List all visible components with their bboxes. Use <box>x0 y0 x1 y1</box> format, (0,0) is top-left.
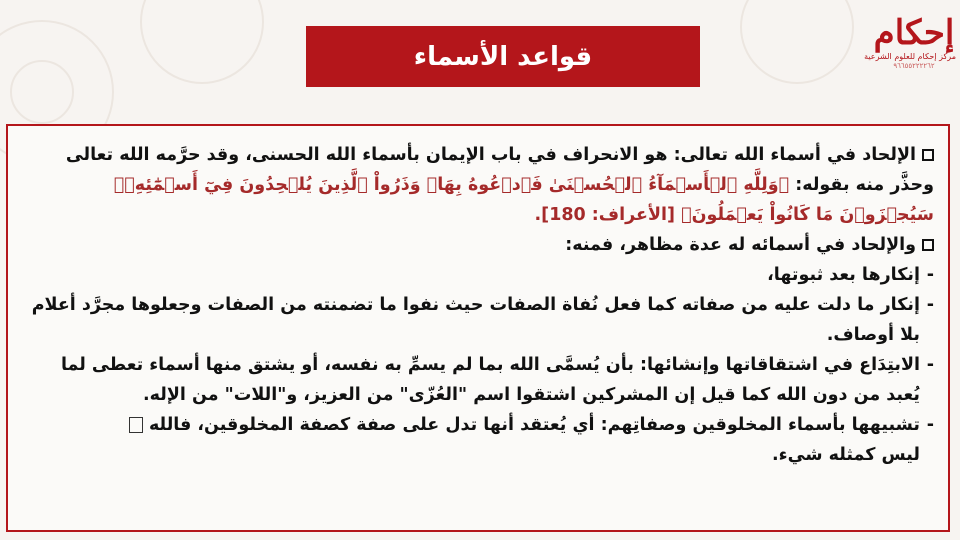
slide-title: قواعد الأسماء <box>306 26 700 87</box>
bullet-definition <box>22 140 934 230</box>
quran-verse: ﴿وَلِلَّهِ ٱلۡأَسۡمَآءُ ٱلۡحُسۡنَىٰ فَٱدۡعُوهُ بِهَاۖ وَذَرُواْ ٱلَّذِينَ يُلۡحِدُونَ فِيٓ أَسۡمَٰٓئِهِۦۚ سَيُجۡزَوۡنَ مَا كَانُواْ يَعۡمَلُونَ﴾ <box>113 175 934 225</box>
content-panel <box>6 124 950 532</box>
list-item: - تشبيهها بأسماء المخلوقين وصفاتِهم: أي يُعتقد أنها تدل على صفة كصفة المخلوقين، فالله ليس كمثله شيء. <box>22 410 934 470</box>
manifestations-text: والإلحاد في أسمائه له عدة مظاهر، فمنه: <box>565 235 916 255</box>
logo-mark: إحكام <box>873 13 955 53</box>
list-item: - إنكارها بعد ثبوتها، <box>22 260 934 290</box>
list-item: - الابتِدَاع في اشتقاقاتها وإنشائها: بأن يُسمَّى الله بما لم يسمِّ به نفسه، أو يشتق منها أسماء تعطى لما يُعبد من دون الله كما قيل إن المشركين اشتقوا اسم "العُزّى" من العزيز، و"اللات" من الإله. <box>22 350 934 410</box>
dash-icon: - <box>926 265 934 285</box>
dash-icon: - <box>926 355 934 375</box>
definition-text: الإلحاد في أسماء الله تعالى: هو الانحراف في باب الإيمان بأسماء الله الحسنى، وقد حرَّمه الله تعالى وحذَّر منه بقوله: <box>65 145 934 195</box>
brand-logo <box>864 13 956 84</box>
bullet-manifestations <box>22 230 934 260</box>
logo-subtitle: مركز إحكام للعلوم الشرعية <box>864 52 956 61</box>
list-item-tail: ليس كمثله شيء. <box>772 445 920 465</box>
verse-reference: [الأعراف: 180]. <box>534 205 682 225</box>
dash-icon: - <box>926 415 934 435</box>
dash-icon: - <box>926 295 934 315</box>
content-text <box>22 140 934 470</box>
list-item: - إنكار ما دلت عليه من صفاته كما فعل نُفاة الصفات حيث نفوا ما تضمنته من الصفات وجعلوها مجرَّد أعلام بلا أوصاف. <box>22 290 934 350</box>
missing-glyph-icon <box>129 417 143 433</box>
checkbox-bullet-icon <box>922 149 934 161</box>
logo-phone: ٩٦٦٥٥٢٢٢٢٦٢ <box>893 62 935 70</box>
checkbox-bullet-icon <box>922 239 934 251</box>
